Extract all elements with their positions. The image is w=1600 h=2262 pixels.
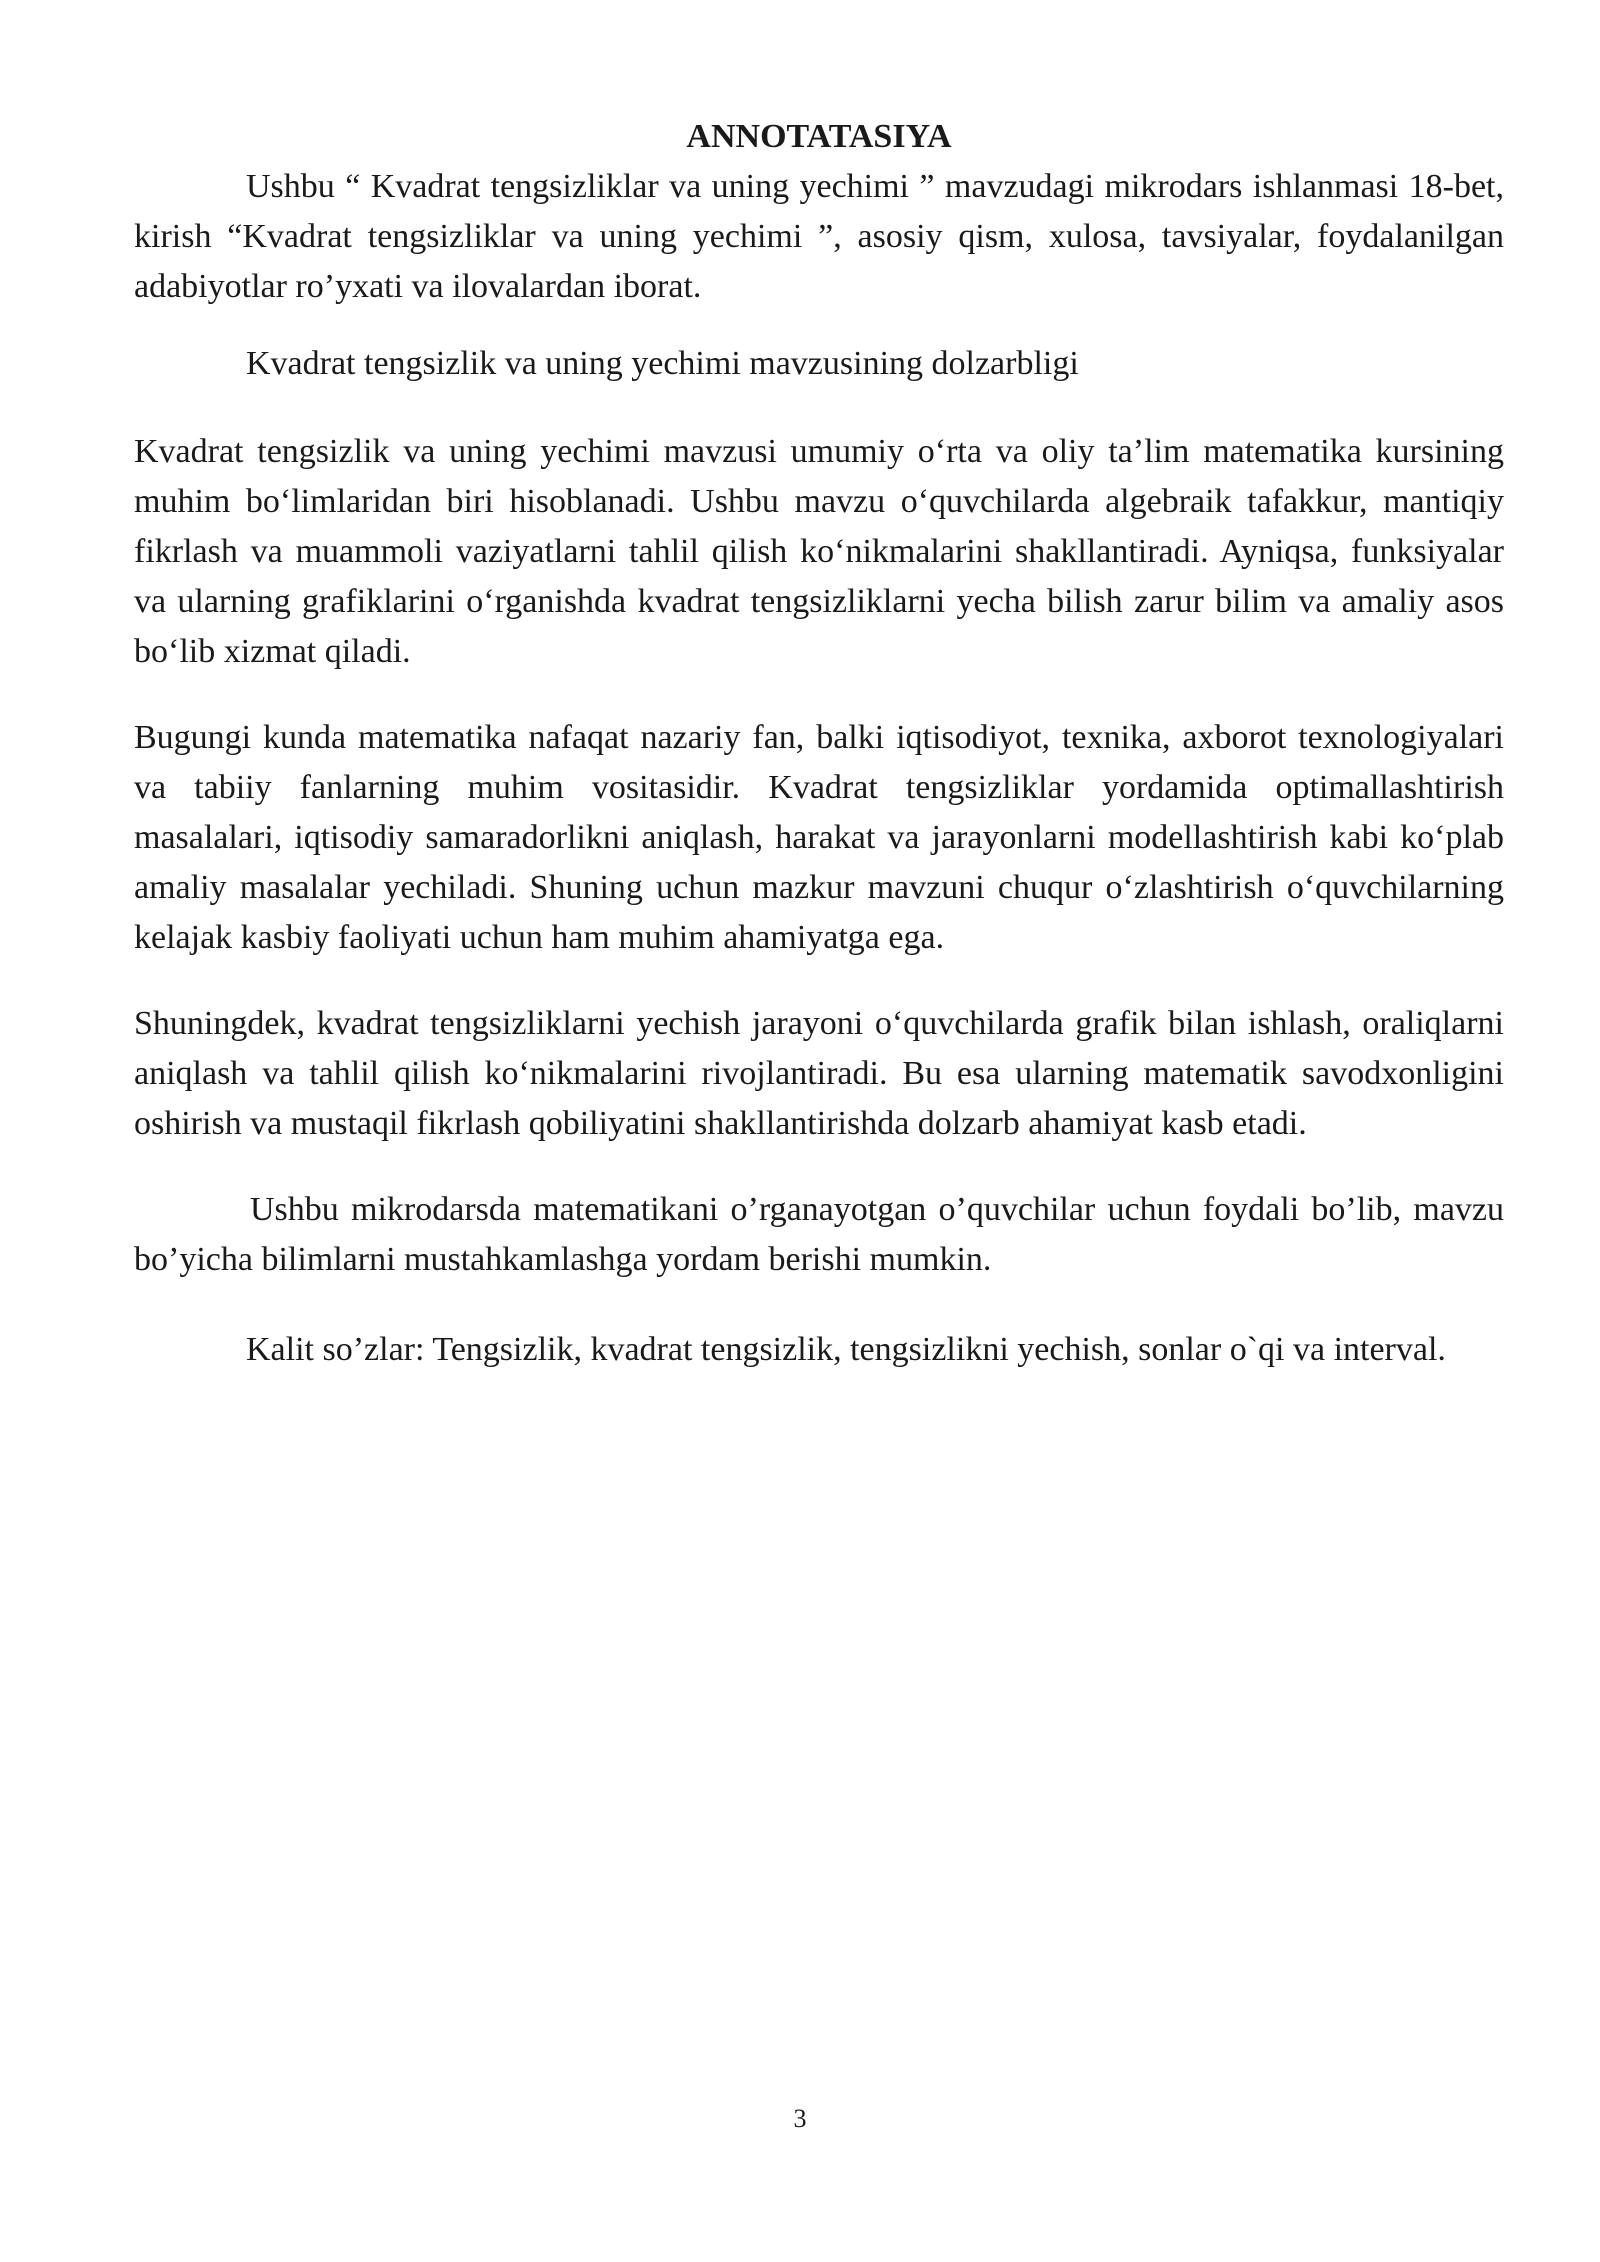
body-paragraph-1: Kvadrat tengsizlik va uning yechimi mavzusi umumiy o‘rta va oliy ta’lim matematika kursining muhim bo‘limlaridan biri hisoblanadi. Ushbu mavzu o‘quvchilarda algebraik tafakkur, mantiqiy fikrlash va muammoli vaziyatlarni tahlil qilish ko‘nikmalarini shakllantiradi. Ayniqsa, funksiyalar va ularning grafiklarini o‘rganishda kvadrat tengsizliklarni yecha bilish zarur bilim va amaliy asos bo‘lib xizmat qiladi. [134,433,1504,670]
section-subheading: Kvadrat tengsizlik va uning yechimi mavzusining dolzarbligi [246,345,1079,382]
body-paragraph-4: Ushbu mikrodarsda matematikani o’rganayotgan o’quvchilar uchun foydali bo’lib, mavzu bo’yicha bilimlarni mustahkamlashga yordam berishi mumkin. [134,1191,1504,1278]
body-paragraph-2: Bugungi kunda matematika nafaqat nazariy fan, balki iqtisodiyot, texnika, axborot texnologiyalari va tabiiy fanlarning muhim vositasidir. Kvadrat tengsizliklar yordamida optimallashtirish masalalari, iqtisodiy samaradorlikni aniqlash, harakat va jarayonlarni modellashtirish kabi ko‘plab amaliy masalalar yechiladi. Shuning uchun mazkur mavzuni chuqur o‘zlashtirish o‘quvchilarning kelajak kasbiy faoliyati uchun ham muhim ahamiyatga ega. [134,719,1504,956]
document-body [134,112,1504,1375]
body-paragraph-3: Shuningdek, kvadrat tengsizliklarni yechish jarayoni o‘quvchilarda grafik bilan ishlash, oraliqlarni aniqlash va tahlil qilish ko‘nikmalarini rivojlantiradi. Bu esa ularning matematik savodxonligini oshirish va mustaqil fikrlash qobiliyatini shakllantirishda dolzarb ahamiyat kasb etadi. [134,1005,1504,1142]
keywords-paragraph: Kalit so’zlar: Tengsizlik, kvadrat tengsizlik, tengsizlikni yechish, sonlar o`qi va interval. [246,1331,1446,1368]
document-title: ANNOTATASIYA [686,118,952,155]
page-number: 3 [793,2104,807,2133]
intro-paragraph: Ushbu “ Kvadrat tengsizliklar va uning yechimi ” mavzudagi mikrodars ishlanmasi 18-bet, kirish “Kvadrat tengsizliklar va uning yechimi ”, asosiy qism, xulosa, tavsiyalar, foydalanilgan adabiyotlar ro’yxati va ilovalardan iborat. [134,168,1504,305]
